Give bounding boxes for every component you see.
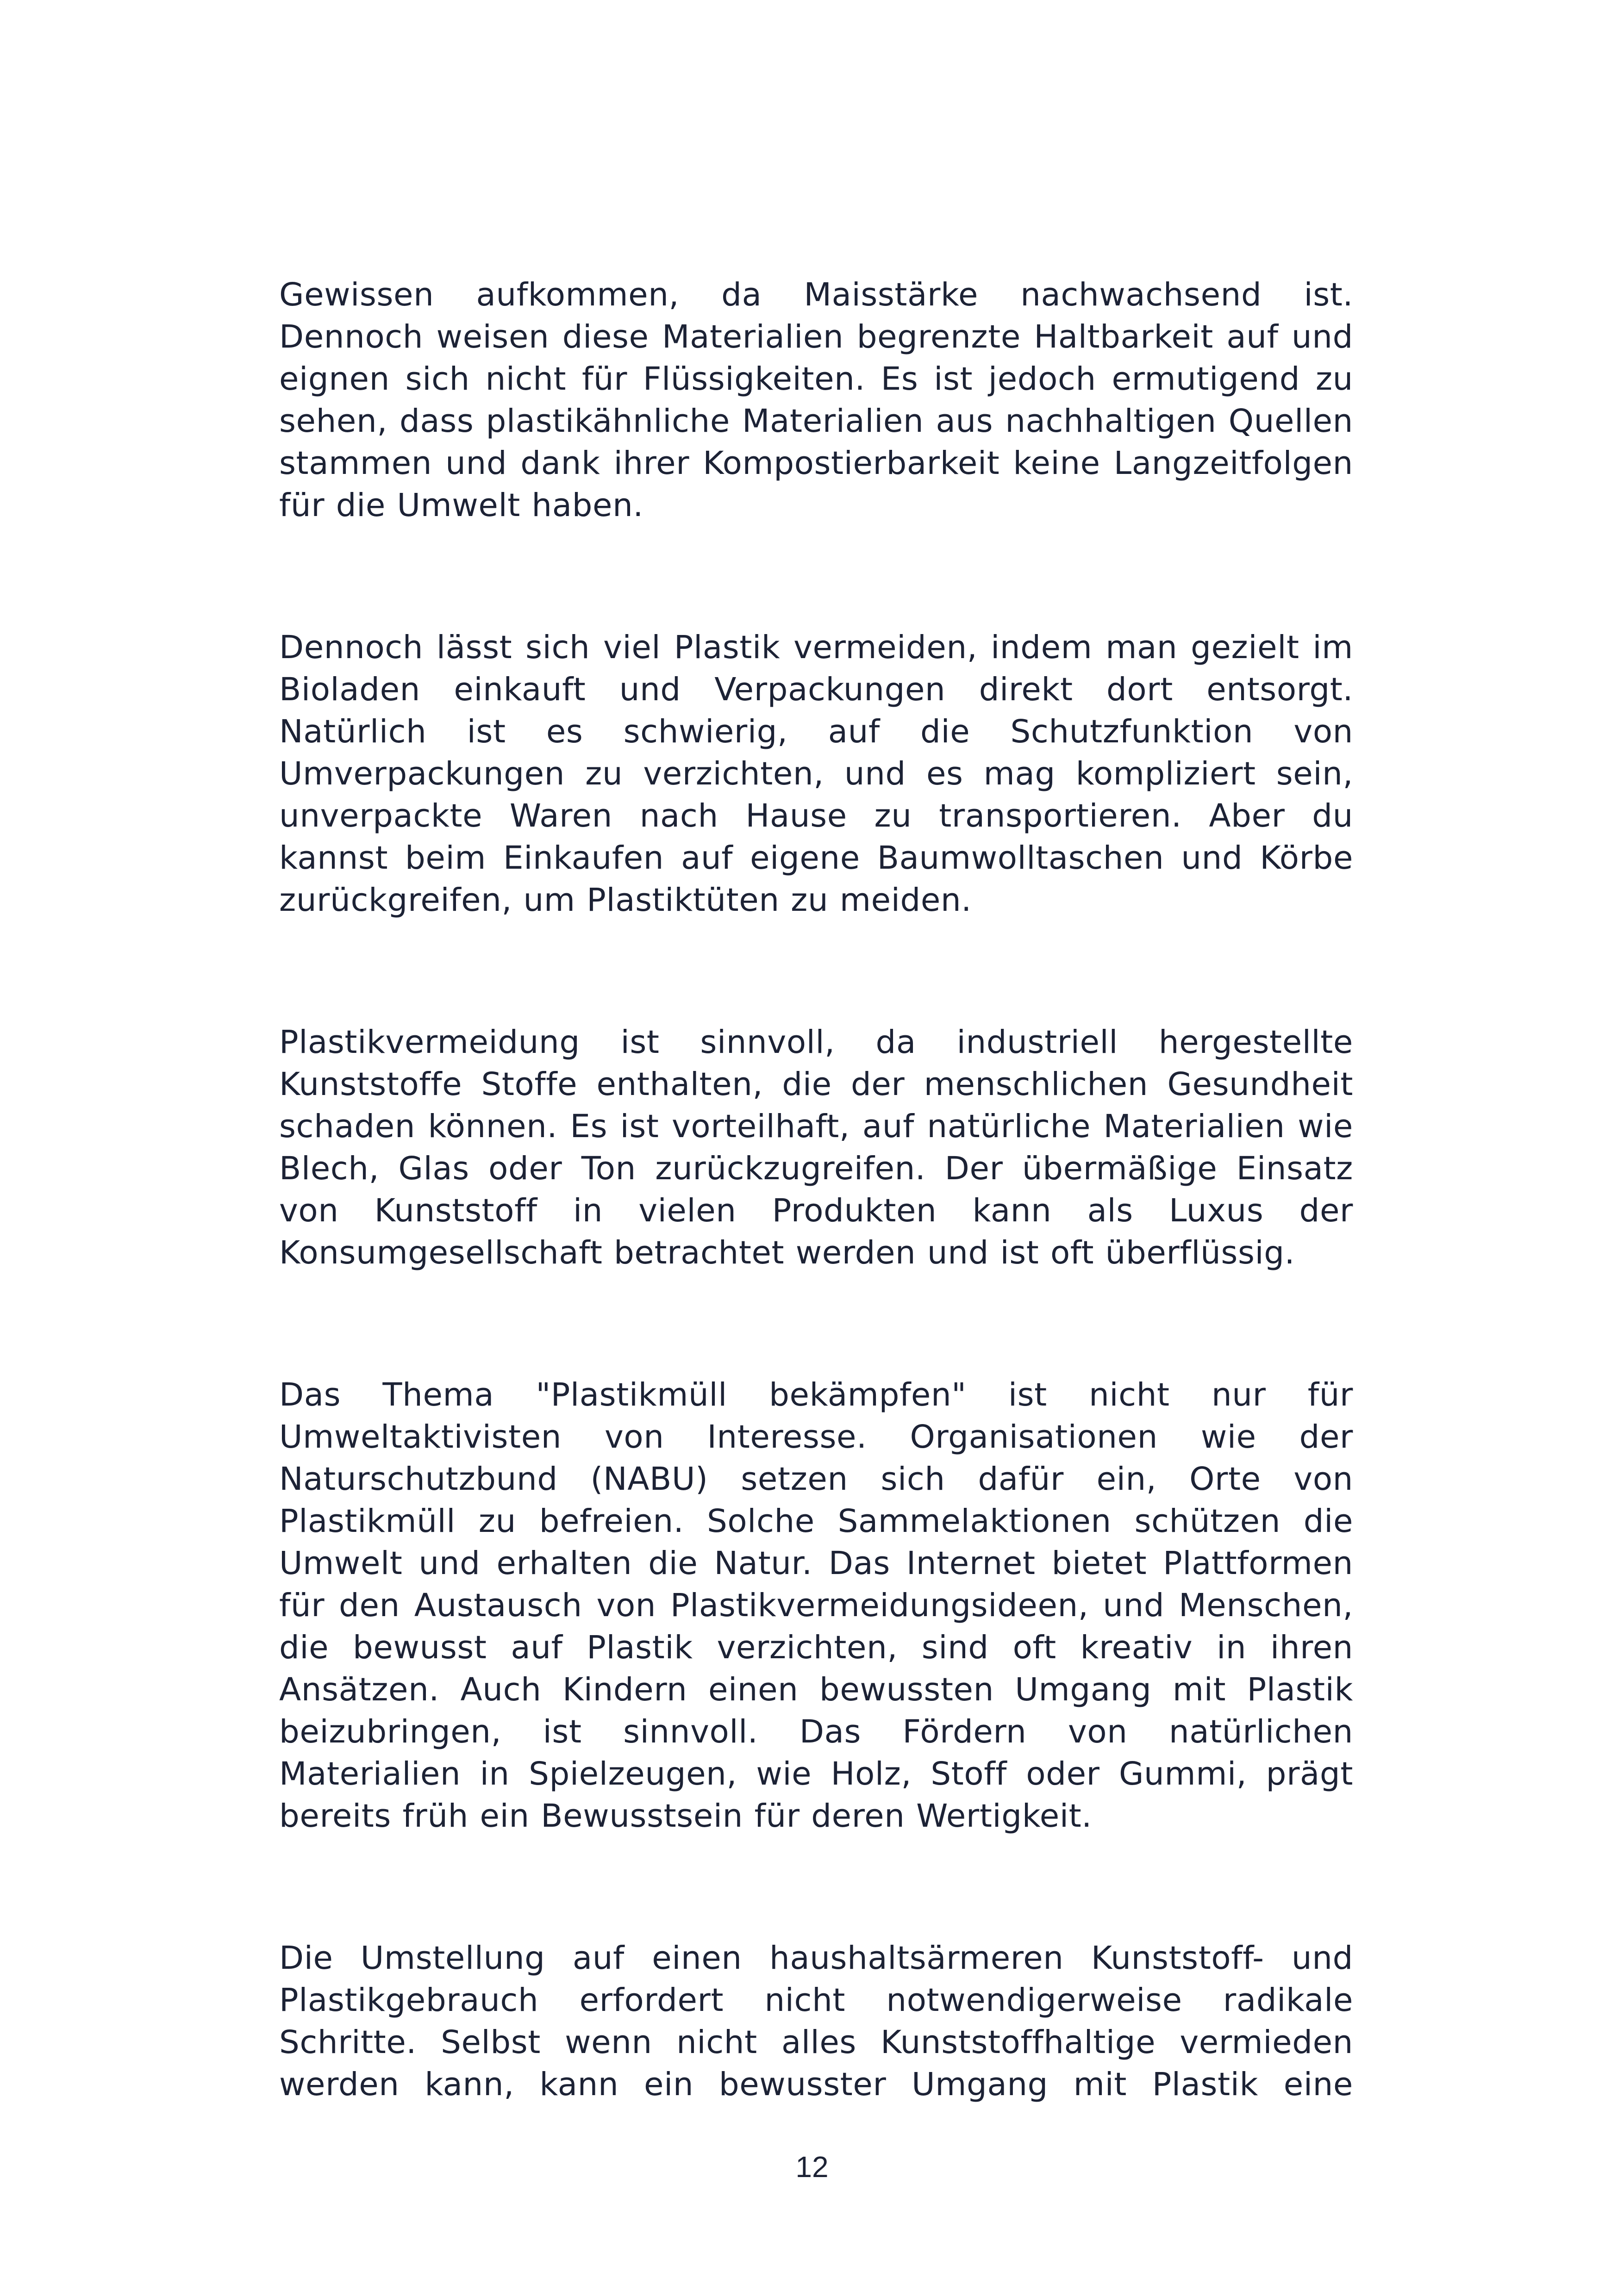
paragraph: Das Thema "Plastikmüll bekämpfen" ist nicht nur für Umweltaktivisten von Interesse. Organisationen wie der Naturschutzbund (NABU) setzen sich dafür ein, Orte von Plastikmüll zu befreien. Solche Sammelaktionen schützen die Umwelt und erhalten die Natur. Das Internet bietet Plattformen für den Austausch von Plastikvermeidungsideen, und Menschen, die bewusst auf Plastik verzichten, sind oft kreativ in ihren Ansätzen. Auch Kindern einen bewussten Umgang mit Plastik beizubringen, ist sinnvoll. Das Fördern von natürlichen Materialien in Spielzeugen, wie Holz, Stoff oder Gummi, prägt bereits früh ein Bewusstsein für deren Wertigkeit. <box>279 1376 1353 1835</box>
page-number: 12 <box>795 2150 829 2184</box>
paragraph: Dennoch lässt sich viel Plastik vermeiden, indem man gezielt im Bioladen einkauft und Verpackungen direkt dort entsorgt. Natürlich ist es schwierig, auf die Schutzfunktion von Umverpackungen zu verzichten, und es mag kompliziert sein, unverpackte Waren nach Hause zu transportieren. Aber du kannst beim Einkaufen auf eigene Baumwolltaschen und Körbe zurückgreifen, um Plastiktüten zu meiden. <box>279 629 1353 919</box>
paragraph: Gewissen aufkommen, da Maisstärke nachwachsend ist. Dennoch weisen diese Materialien begrenzte Haltbarkeit auf und eignen sich nicht für Flüssigkeiten. Es ist jedoch ermutigend zu sehen, dass plastikähnliche Materialien aus nachhaltigen Quellen stammen und dank ihrer Kompostierbarkeit keine Langzeitfolgen für die Umwelt haben. <box>279 276 1353 524</box>
paragraph: Plastikvermeidung ist sinnvoll, da industriell hergestellte Kunststoffe Stoffe enthalten, die der menschlichen Gesundheit schaden können. Es ist vorteilhaft, auf natürliche Materialien wie Blech, Glas oder Ton zurückzugreifen. Der übermäßige Einsatz von Kunststoff in vielen Produkten kann als Luxus der Konsumgesellschaft betrachtet werden und ist oft überflüssig. <box>279 1024 1353 1271</box>
body-text <box>279 274 1353 2106</box>
paragraph: Die Umstellung auf einen haushaltsärmeren Kunststoff- und Plastikgebrauch erfordert nicht notwendigerweise radikale Schritte. Selbst wenn nicht alles Kunststoffhaltige vermieden werden kann, kann ein bewusster Umgang mit Plastik eine <box>279 1940 1353 2103</box>
